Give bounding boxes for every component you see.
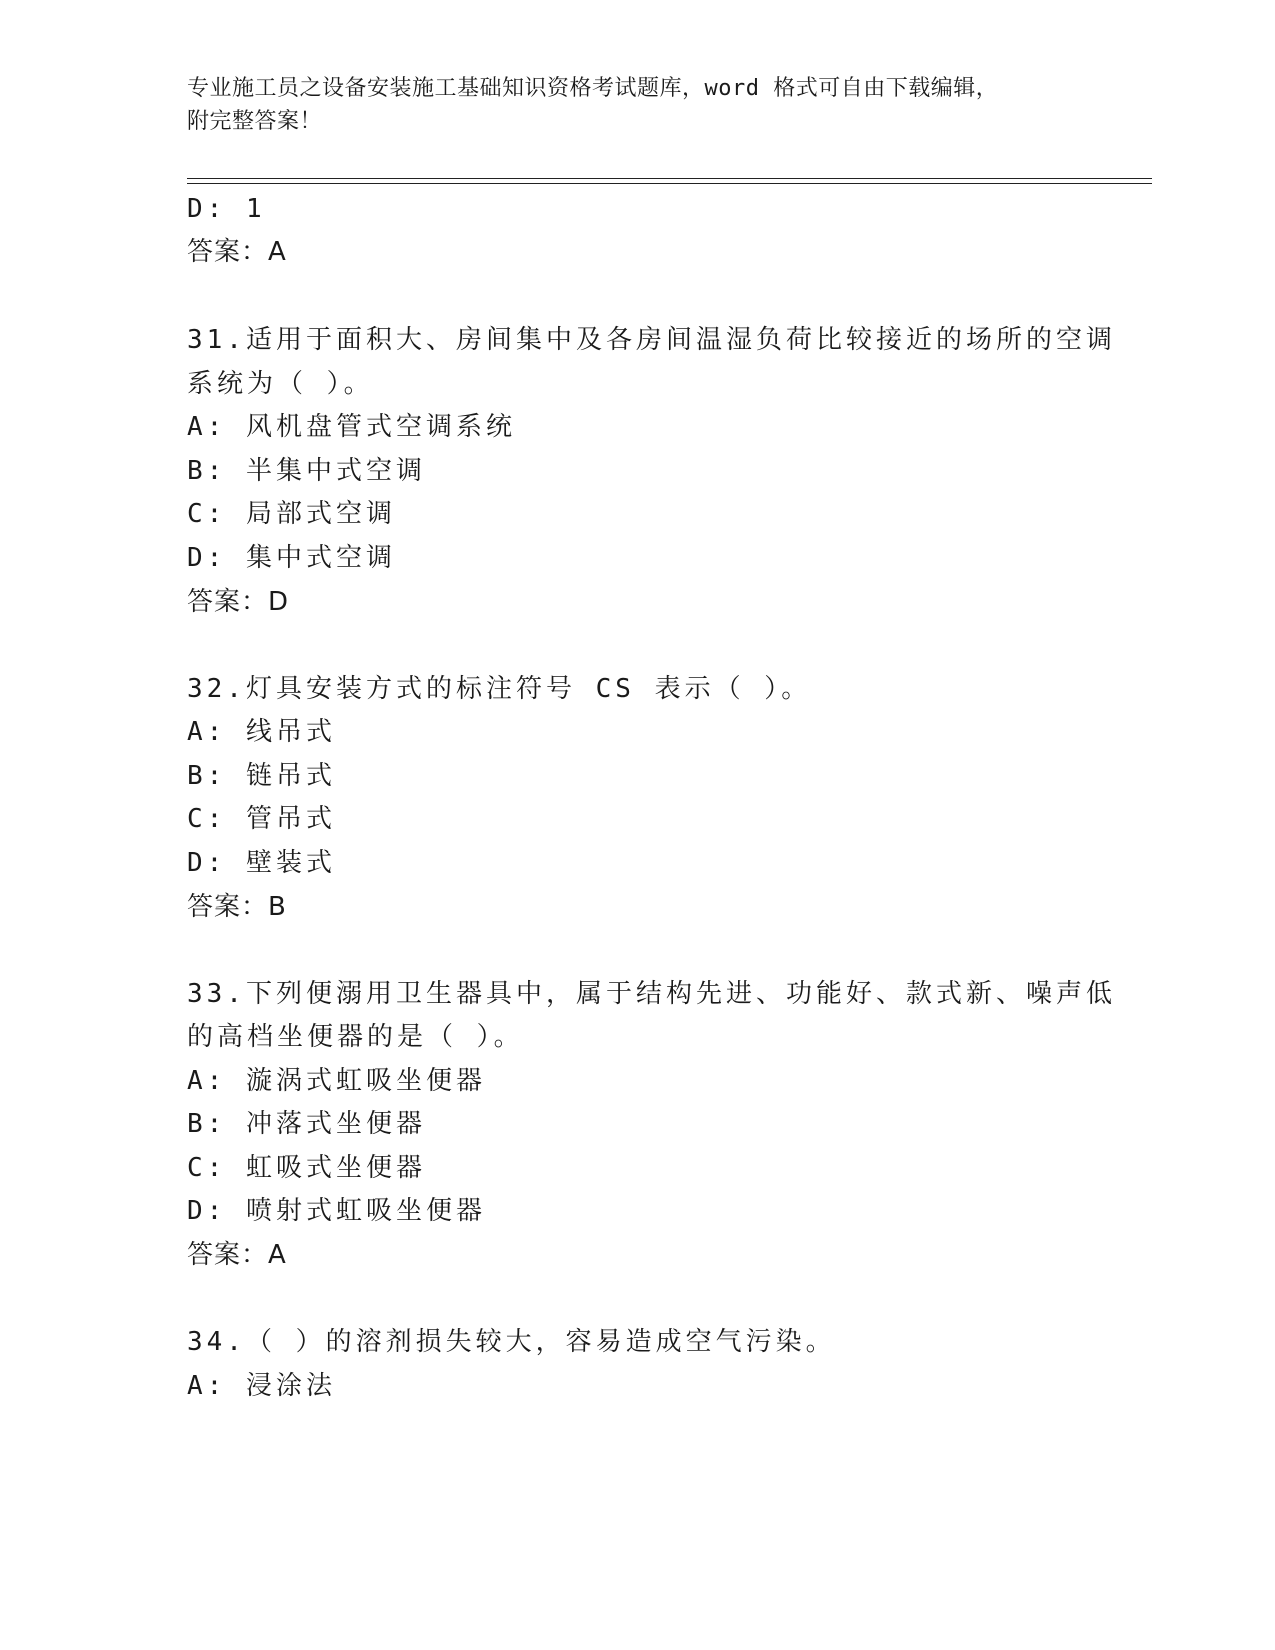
q33-option-c: C: 虹吸式坐便器 xyxy=(187,1153,426,1183)
header-line-2: 附完整答案！ xyxy=(187,109,323,134)
q34-option-a: A: 浸涂法 xyxy=(187,1371,336,1401)
q33-stem-line-1: 33.下列便溺用卫生器具中，属于结构先进、功能好、款式新、噪声低 xyxy=(187,979,1116,1009)
q31-answer: 答案：D xyxy=(187,587,290,617)
q32-option-b: B: 链吊式 xyxy=(187,761,336,791)
q32-option-c: C: 管吊式 xyxy=(187,804,336,834)
q32-option-a: A: 线吊式 xyxy=(187,717,336,747)
q33-answer: 答案：A xyxy=(187,1240,287,1270)
q33-option-d: D: 喷射式虹吸坐便器 xyxy=(187,1196,486,1226)
q31-option-b: B: 半集中式空调 xyxy=(187,456,426,486)
q34-stem-line-1: 34.（ ）的溶剂损失较大，容易造成空气污染。 xyxy=(187,1327,836,1357)
header-divider-bottom xyxy=(187,183,1152,184)
q33-stem-line-2: 的高档坐便器的是（ ）。 xyxy=(187,1022,524,1052)
q31-option-c: C: 局部式空调 xyxy=(187,499,396,529)
q31-option-a: A: 风机盘管式空调系统 xyxy=(187,412,516,442)
header-line-1: 专业施工员之设备安装施工基础知识资格考试题库，word 格式可自由下载编辑， xyxy=(187,76,999,101)
q33-option-a: A: 漩涡式虹吸坐便器 xyxy=(187,1066,486,1096)
q33-option-b: B: 冲落式坐便器 xyxy=(187,1109,426,1139)
header-divider-top xyxy=(187,178,1152,179)
prev-answer: 答案：A xyxy=(187,237,287,267)
q31-stem-line-1: 31.适用于面积大、房间集中及各房间温湿负荷比较接近的场所的空调 xyxy=(187,325,1116,355)
prev-option-d: D: 1 xyxy=(187,194,266,224)
q32-answer: 答案：B xyxy=(187,892,287,922)
q32-stem-line-1: 32.灯具安装方式的标注符号 CS 表示（ ）。 xyxy=(187,674,812,704)
q32-option-d: D: 壁装式 xyxy=(187,848,336,878)
document-header xyxy=(187,72,1067,138)
q31-option-d: D: 集中式空调 xyxy=(187,543,396,573)
q31-stem-line-2: 系统为（ ）。 xyxy=(187,369,374,399)
